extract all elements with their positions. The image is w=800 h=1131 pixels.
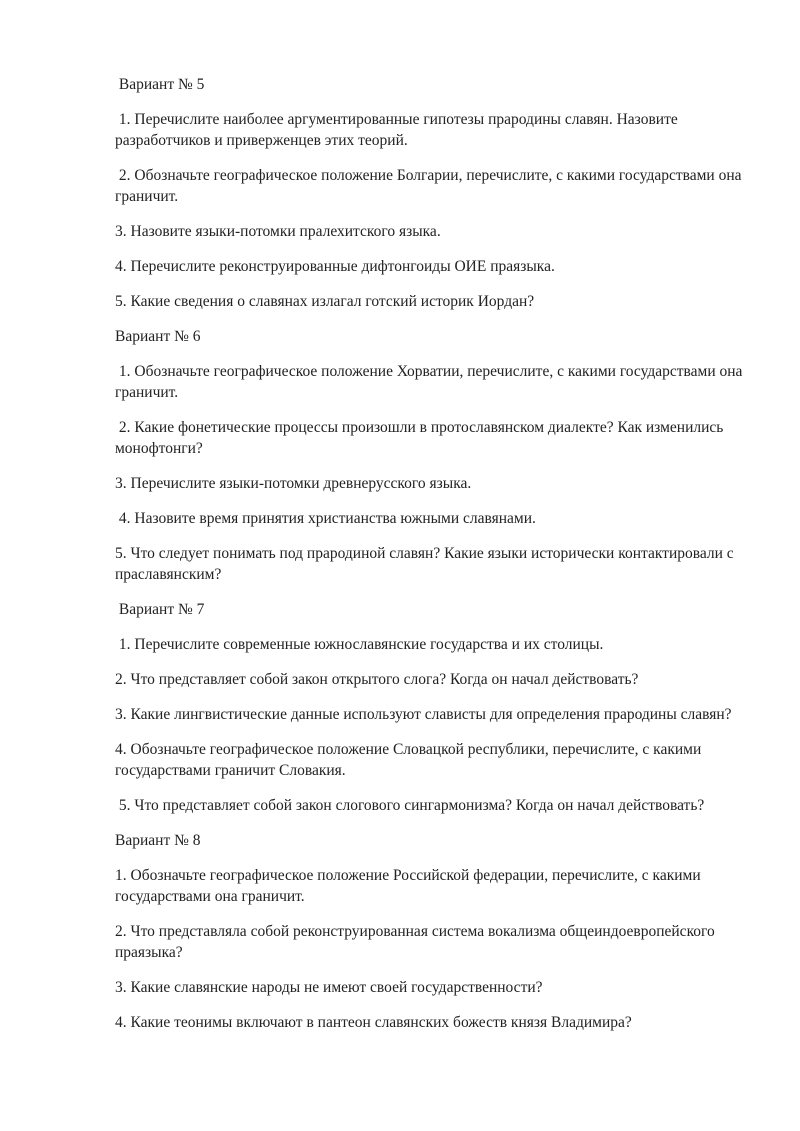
question-item: 2. Что представляет собой закон открытого слога? Когда он начал действовать? <box>115 671 639 688</box>
question-item: 1. Перечислите наиболее аргументированные гипотезы прародины славян. Назовите разработчиков и приверженцев этих теорий. <box>115 111 682 149</box>
question-item: 4. Обозначьте географическое положение Словацкой республики, перечислите, с какими государствами граничит Словакия. <box>115 741 706 779</box>
variant-5 <box>115 74 755 312</box>
question-item: 4. Перечислите реконструированные дифтонгоиды ОИЕ праязыка. <box>115 258 555 275</box>
question-item: 5. Какие сведения о славянах излагал готский историк Иордан? <box>115 293 535 310</box>
question-item: 3. Какие славянские народы не имеют своей государственности? <box>115 979 543 996</box>
variant-8 <box>115 830 755 1033</box>
question-item: 1. Перечислите современные южнославянские государства и их столицы. <box>115 636 604 653</box>
variant-7 <box>115 599 755 816</box>
question-item: 2. Обозначьте географическое положение Болгарии, перечислите, с какими государствами она граничит. <box>115 167 746 205</box>
question-item: 2. Какие фонетические процессы произошли в протославянском диалекте? Как изменились монофтонги? <box>115 419 728 457</box>
question-item: 4. Назовите время принятия христианства южными славянами. <box>115 510 536 527</box>
variant-heading: Вариант № 7 <box>115 601 205 618</box>
question-item: 1. Обозначьте географическое положение Российской федерации, перечислите, с какими государствами она граничит. <box>115 867 705 905</box>
question-item: 3. Какие лингвистические данные используют слависты для определения прародины славян? <box>115 706 732 723</box>
question-item: 1. Обозначьте географическое положение Хорватии, перечислите, с какими государствами она граничит. <box>115 363 747 401</box>
variant-6 <box>115 326 755 585</box>
variant-heading: Вариант № 8 <box>115 832 201 849</box>
question-item: 3. Назовите языки-потомки пралехитского языка. <box>115 223 441 240</box>
document-page <box>115 74 755 1047</box>
question-item: 2. Что представляла собой реконструированная система вокализма общеиндоевропейского праязыка? <box>115 923 719 961</box>
variant-heading: Вариант № 5 <box>115 76 205 93</box>
question-item: 3. Перечислите языки-потомки древнерусского языка. <box>115 475 472 492</box>
question-item: 4. Какие теонимы включают в пантеон славянских божеств князя Владимира? <box>115 1014 632 1031</box>
question-item: 5. Что следует понимать под прародиной славян? Какие языки исторически контактировали с праславянским? <box>115 545 738 583</box>
question-item: 5. Что представляет собой закон слогового сингармонизма? Когда он начал действовать? <box>115 797 705 814</box>
variant-heading: Вариант № 6 <box>115 328 201 345</box>
